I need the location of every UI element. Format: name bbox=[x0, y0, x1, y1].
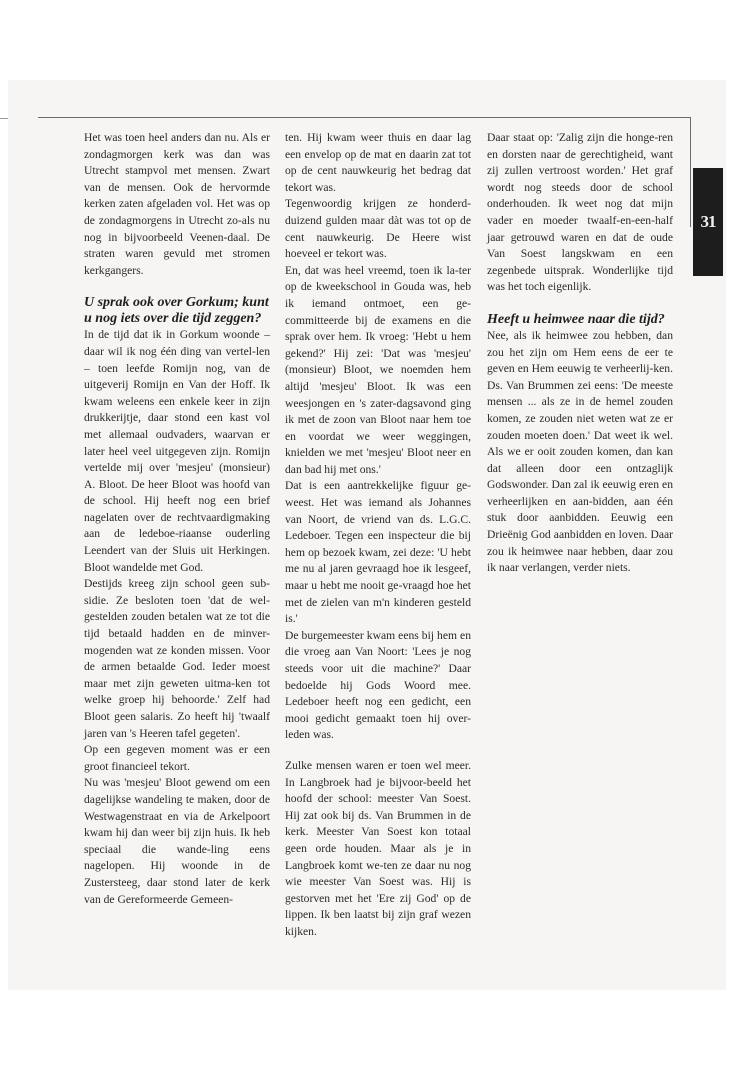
paragraph: Nee, als ik heimwee zou hebben, dan zou het zijn om Hem eens de eer te geven en Hem eeuwig te verheerlij-ken. Ds. Van Brummen zei eens: 'De meeste mensen ... als ze in de hemel zouden komen, ze zouden niet weten wat ze er zouden moeten doen.' Dat weet ik wel. Als we er ooit zouden komen, dan kan dat alleen door een ontzaglijk Godswonder. Dan zal ik eeuwig eren en verheerlijken en aan-bidden, aan één stuk door aanbidden. Eeuwig een Drieënig God aanbidden en loven. Daar zou ik heimwee naar hebben, daar zou ik naar verlangen, verder niets. bbox=[487, 328, 673, 575]
paragraph: Het was toen heel anders dan nu. Als er zondagmorgen kerk was dan was Utrecht stampvol met mensen. Zwart van de mensen. Ook de hervormde kerken zaten afgeladen vol. Het was op de zondagmorgens in Utrecht zo-als nu nog in bijvoorbeeld Veenen-daal. De straten waren gevuld met stromen kerkgangers. bbox=[84, 131, 270, 277]
paragraph: Zulke mensen waren er toen wel meer. In Langbroek had je bijvoor-beeld het hoofd der school: meester Van Soest. Hij zat ook bij ds. Van Brummen in de kerk. Meester Van Soest kon totaal geen orde houden. Maar als je in Langbroek komt we-ten ze daar nu nog wie meester Van Soest was. Hij is gestorven met het 'Ere zij God' op de lippen. Ik ben laatst bij zijn graf wezen kijken. bbox=[285, 758, 471, 938]
page-number: 31 bbox=[700, 212, 716, 231]
header-rule bbox=[38, 117, 690, 118]
page-number-tab bbox=[693, 168, 723, 276]
paragraph: En, dat was heel vreemd, toen ik la-ter op de kweekschool in Gouda was, heb ik iemand ontmoet, een ge-committeerde bij de examens en die sprak over hem. Ik vroeg: 'Hebt u hem gekend?' Hij zei: 'Dat was 'mesjeu' (monsieur) Bloot, we noemden hem altijd 'mesjeu' Bloot. Ik was een weesjongen en 's zater-dagsavond ging ik met de zoon van Bloot naar hem toe en voordat we weer weggingen, knielden we met 'mesjeu' Bloot neer en dan bad hij met ons.' bbox=[285, 263, 471, 476]
paragraph: ten. Hij kwam weer thuis en daar lag een envelop op de mat en daarin zat tot op de cent nauwkeurig het bedrag dat tekort was. bbox=[285, 131, 471, 194]
paragraph: Destijds kreeg zijn school geen sub-sidie. Ze besloten toen 'dat de wel-gestelden zouden betalen wat ze tot die tijd betaald hadden en de minver-mogenden wat ze konden missen. Voor de armen betaalde God. Ieder moest maar met zijn geweten uitma-ken tot welke groep hij behoorde.' Zelf had Bloot geen salaris. Zo heeft hij 'twaalf jaren van 's Heeren tafel gegeten'. bbox=[84, 577, 270, 740]
paragraph: In de tijd dat ik in Gorkum woonde – daar wil ik nog één ding van vertel-len – toen leefde Romijn nog, van de uitgeverij Romijn en Van der Hoff. Ik kwam weleens een enkele keer in zijn drukkerijtje, daar stond een kast vol met allemaal oudvaders, waarvan er later heel veel uitgegeven zijn. Romijn vertelde mij over 'mesjeu' (monsieur) A. Bloot. De heer Bloot was hoofd van de school. Hij heeft nog een brief nagelaten over de rechtvaardigmaking aan de ledeboe-riaanse ouderling Leendert van der Sluis uit Herkingen. Bloot wandelde met God. bbox=[84, 328, 270, 574]
paragraph: Dat is een aantrekkelijke figuur ge-weest. Het was iemand als Johannes van Noort, de vriend van ds. L.G.C. Ledeboer. Tegen een inspecteur die bij hem op bezoek kwam, zei deze: 'U hebt me nu al jaren gevraagd hoe ik lesgeef, maar u hebt me nooit ge-vraagd hoe het met de zielen van m'n kinderen gesteld is.' bbox=[285, 479, 471, 626]
margin-tick bbox=[0, 118, 8, 119]
paragraph: Daar staat op: 'Zalig zijn die honge-ren en dorsten naar de gerechtigheid, want zij zullen vertroost worden.' Het graf wordt nog steeds door de school onderhouden. Ik weet nog dat mijn vader en moeder twaalf-en-een-half jaar getrouwd waren en dat de oude Van Soest langskwam en een zegenbede uitsprak. Wonderlijke tijd was het toch eigenlijk. bbox=[487, 131, 673, 294]
header-rule-edge bbox=[690, 117, 691, 227]
column-2 bbox=[285, 130, 471, 941]
column-3 bbox=[487, 130, 673, 577]
interview-question: Heeft u heimwee naar die tijd? bbox=[487, 311, 665, 327]
interview-question: U sprak ook over Gorkum; kunt u nog iets over die tijd zeggen? bbox=[84, 295, 269, 327]
column-1 bbox=[84, 130, 270, 908]
paragraph: Tegenwoordig krijgen ze honderd-duizend gulden maar dàt was tot op de cent nauwkeurig. De Heere wist hoeveel er tekort was. bbox=[285, 197, 471, 261]
paragraph: Nu was 'mesjeu' Bloot gewend om een dagelijkse wandeling te maken, door de Westwagenstraat en via de Arkelpoort kwam hij dan weer bij zijn huis. Ik heb speciaal die wande-ling eens nagelopen. Hij woonde in de Zustersteeg, daar stond later de kerk van de Gereformeerde Gemeen- bbox=[84, 776, 270, 906]
paragraph: Op een gegeven moment was er een groot financieel tekort. bbox=[84, 743, 270, 773]
paragraph: De burgemeester kwam eens bij hem en die vroeg aan Van Noort: 'Lees je nog steeds voor uit die machine?' Daar bedoelde hij Gods Woord mee. Ledeboer heeft nog een gedicht, een mooi gedicht gemaakt toen hij over-leden was. bbox=[285, 628, 471, 742]
